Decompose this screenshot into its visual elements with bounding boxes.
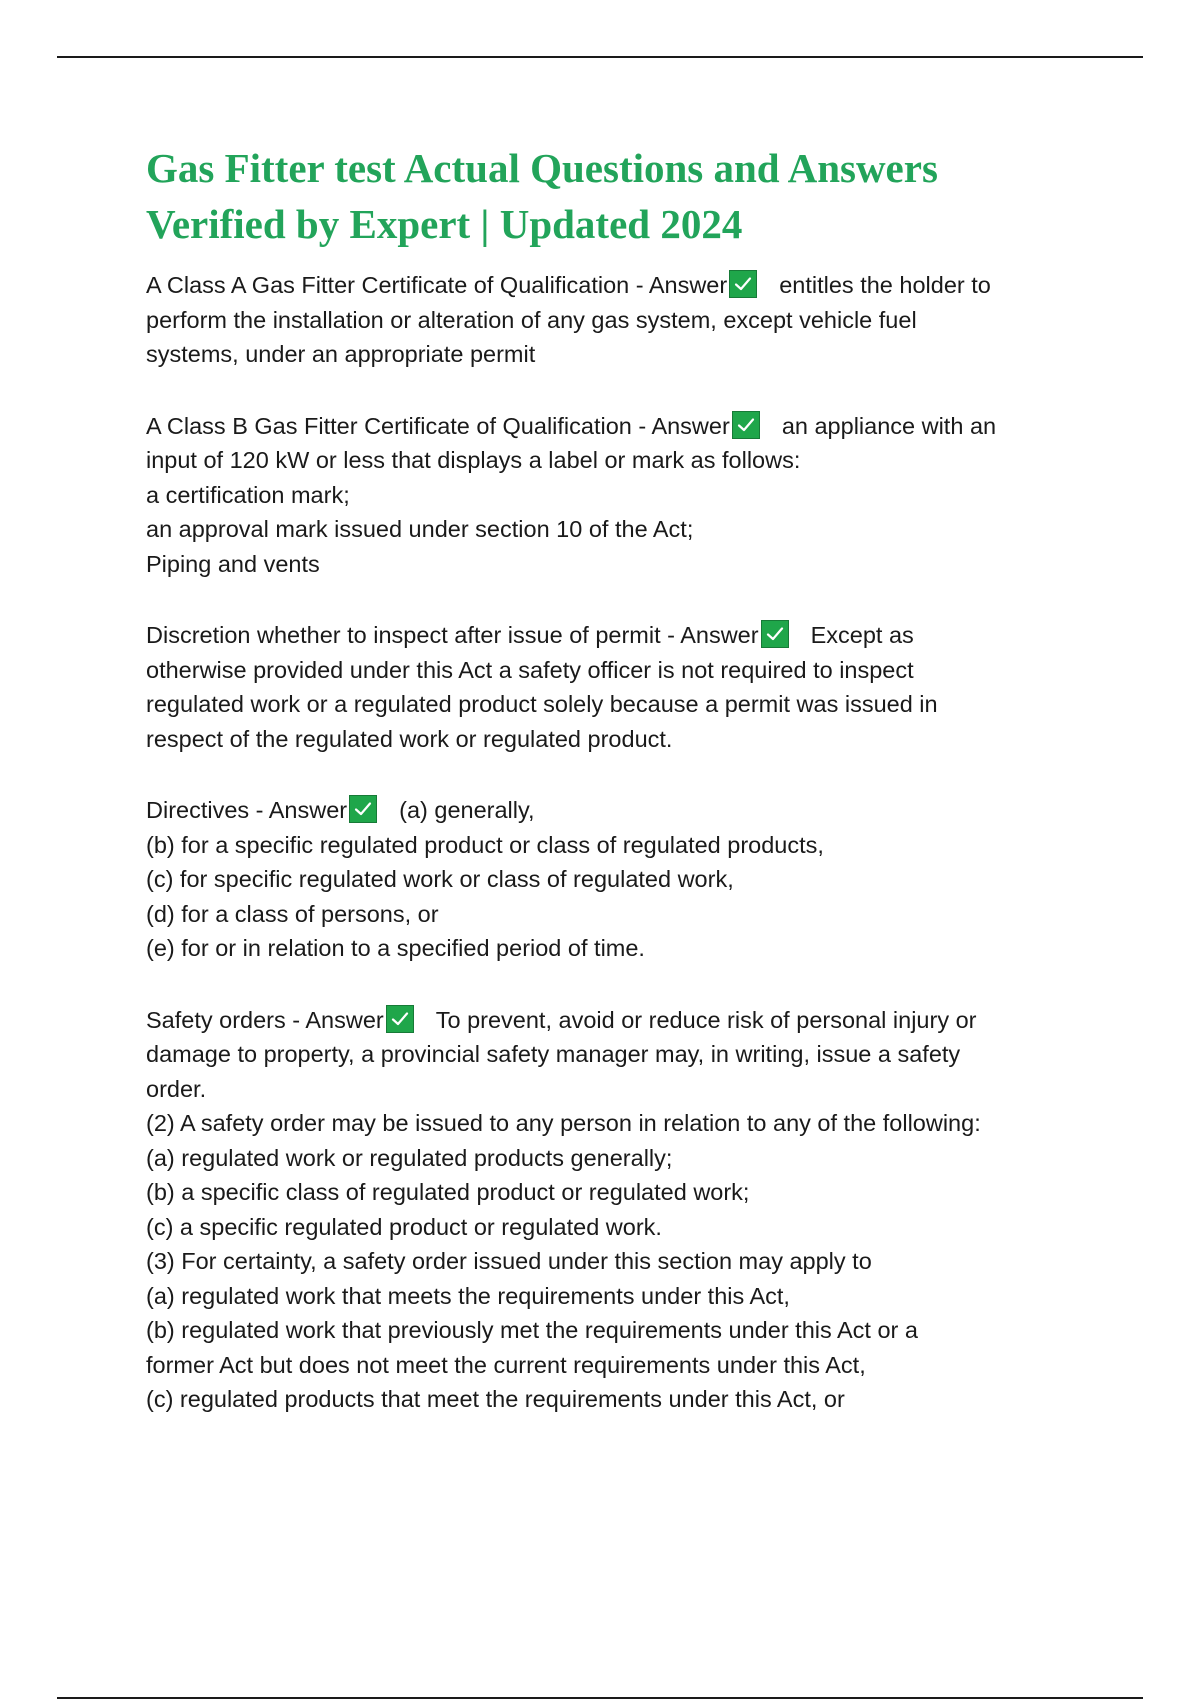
qa-entry xyxy=(146,618,1086,756)
answer-line: (b) for a specific regulated product or class of regulated products, xyxy=(146,831,824,858)
answer-text: Except as xyxy=(810,622,914,648)
answer-line: (a) regulated work that meets the requirements under this Act, xyxy=(146,1282,790,1309)
qa-first-line xyxy=(146,793,1086,828)
answer-line: (3) For certainty, a safety order issued under this section may apply to xyxy=(146,1248,872,1274)
answer-label: Answer xyxy=(680,622,759,648)
answer-line: (b) a specific class of regulated product or regulated work; xyxy=(146,1179,750,1205)
answer-line: (2) A safety order may be issued to any person in relation to any of the following: xyxy=(146,1110,981,1136)
answer-label: Answer xyxy=(648,272,728,298)
answer-line: damage to property, a provincial safety manager may, in writing, issue a safety xyxy=(146,1041,961,1067)
answer-label: Answer xyxy=(651,412,730,439)
qa-entry xyxy=(146,793,1086,966)
check-mark-icon xyxy=(349,795,377,823)
page-title xyxy=(146,140,1086,252)
qa-entry xyxy=(146,1003,1086,1417)
question-text: Directives - xyxy=(146,797,269,823)
check-mark-icon xyxy=(386,1005,414,1033)
qa-first-line xyxy=(146,268,1086,303)
answer-line: order. xyxy=(146,1075,207,1102)
answer-line: Piping and vents xyxy=(146,550,320,577)
qa-first-line xyxy=(146,409,1086,444)
answer-line: (c) regulated products that meet the requirements under this Act, or xyxy=(146,1386,845,1412)
answer-text: an appliance with an xyxy=(781,412,997,439)
answer-line: input of 120 kW or less that displays a label or mark as follows: xyxy=(146,447,801,473)
title-line: Verified by Expert | Updated 2024 xyxy=(146,201,743,247)
check-mark-icon xyxy=(761,620,789,648)
answer-line: regulated work or a regulated product solely because a permit was issued in xyxy=(146,691,938,717)
answer-line: (d) for a class of persons, or xyxy=(146,900,439,927)
question-text: Safety orders - xyxy=(146,1006,306,1033)
answer-label: Answer xyxy=(268,797,348,823)
title-line: Gas Fitter test Actual Questions and Answers xyxy=(146,145,938,191)
answer-text: To prevent, avoid or reduce risk of personal injury or xyxy=(435,1006,977,1033)
qa-first-line xyxy=(146,618,1086,653)
answer-line: (e) for or in relation to a specified period of time. xyxy=(146,935,645,961)
check-mark-icon xyxy=(732,411,760,439)
question-text: A Class A Gas Fitter Certificate of Qualification - xyxy=(146,272,649,298)
answer-line: (c) for specific regulated work or class of regulated work, xyxy=(146,866,734,892)
qa-entry xyxy=(146,409,1086,582)
qa-first-line xyxy=(146,1003,1086,1038)
answer-line: (a) regulated work or regulated products generally; xyxy=(146,1144,673,1171)
check-mark-icon xyxy=(729,270,757,298)
qa-list xyxy=(146,268,1086,1417)
answer-line: perform the installation or alteration of any gas system, except vehicle fuel xyxy=(146,306,917,333)
answer-text: entitles the holder to xyxy=(779,272,991,298)
document-page xyxy=(146,140,1086,1454)
qa-entry xyxy=(146,268,1086,372)
question-text: Discretion whether to inspect after issue of permit - xyxy=(146,622,681,648)
answer-line: (b) regulated work that previously met the requirements under this Act or a xyxy=(146,1317,918,1343)
answer-line: a certification mark; xyxy=(146,481,350,508)
bottom-rule xyxy=(57,1697,1143,1699)
answer-line: otherwise provided under this Act a safety officer is not required to inspect xyxy=(146,656,914,683)
answer-line: former Act but does not meet the current requirements under this Act, xyxy=(146,1351,866,1378)
answer-line: (c) a specific regulated product or regulated work. xyxy=(146,1213,662,1240)
question-text: A Class B Gas Fitter Certificate of Qualification - xyxy=(146,412,652,439)
answer-line: an approval mark issued under section 10 of the Act; xyxy=(146,516,694,542)
answer-line: systems, under an appropriate permit xyxy=(146,341,536,367)
answer-label: Answer xyxy=(305,1006,384,1033)
answer-line: respect of the regulated work or regulated product. xyxy=(146,725,673,752)
top-rule xyxy=(57,56,1143,58)
answer-text: (a) generally, xyxy=(399,797,535,823)
